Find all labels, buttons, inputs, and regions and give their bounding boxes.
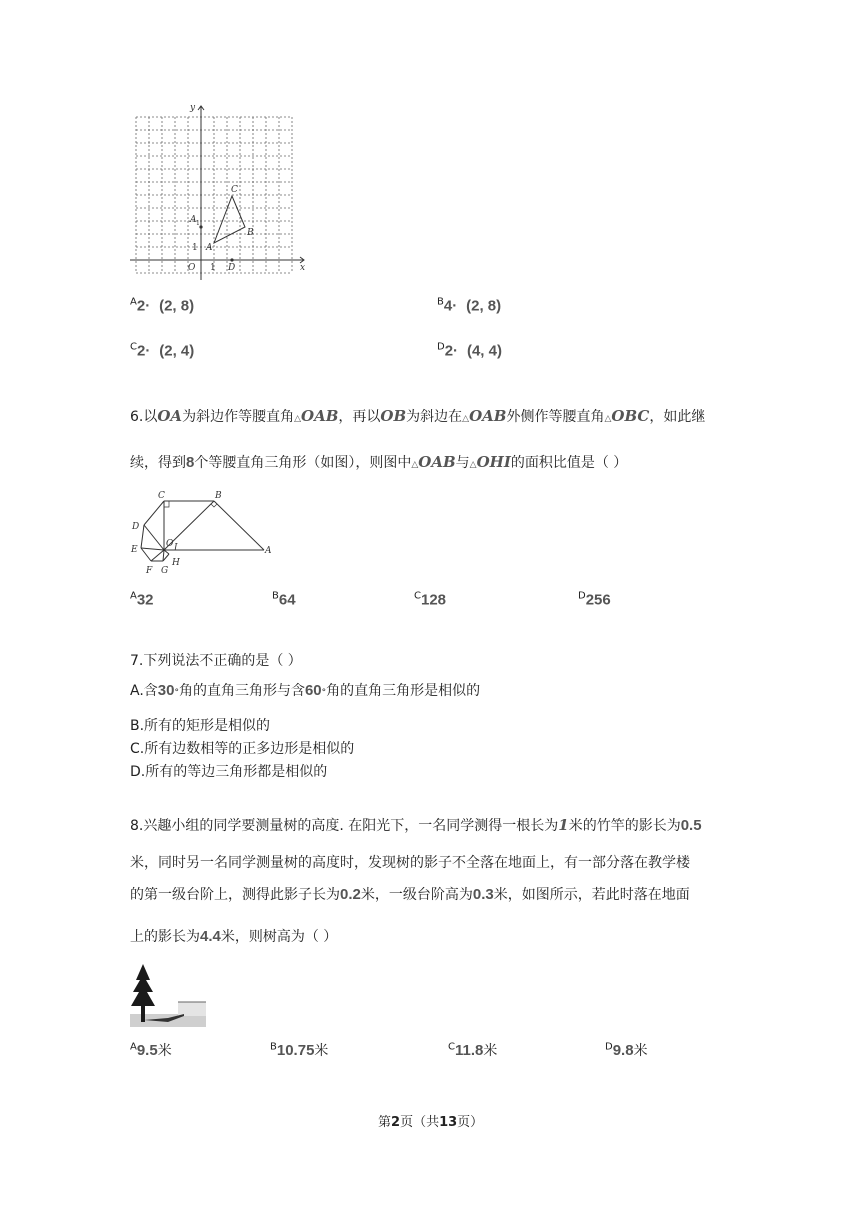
option-value: 9.8 [612, 1042, 634, 1059]
label-H: H [172, 558, 180, 568]
option-letter: A [130, 1041, 137, 1053]
label-A: A [206, 243, 213, 253]
option-value-1: 2 [136, 297, 146, 315]
q8-option-d[interactable] [605, 1040, 648, 1060]
option-value: 128 [420, 591, 447, 609]
label-1-x: 1 [210, 263, 216, 273]
label-C: C [158, 491, 165, 501]
option-letter: C [448, 1041, 455, 1053]
tree-shadow-figure [128, 962, 208, 1028]
q7-stem: 7.下列说法不正确的是（ ） [130, 653, 302, 669]
q6-option-b[interactable] [272, 591, 296, 608]
q8-option-a[interactable] [130, 1040, 172, 1060]
q8-option-c[interactable] [448, 1040, 497, 1060]
option-value-1: 4 [443, 297, 453, 315]
option-value: 64 [278, 591, 296, 609]
label-F: F [146, 566, 153, 576]
option-letter: B [437, 297, 444, 308]
option-value-2: (2, 8) [466, 297, 502, 315]
option-unit: 米 [483, 1043, 498, 1059]
label-D: D [228, 263, 236, 273]
option-unit: 米 [314, 1043, 329, 1059]
x-axis-label: x [300, 263, 306, 273]
triangles-figure [128, 488, 280, 578]
q6-option-c[interactable] [414, 591, 446, 608]
option-letter: A [130, 297, 137, 308]
option-unit: 米 [633, 1043, 648, 1059]
q7-option-d[interactable]: D.所有的等边三角形都是相似的 [130, 764, 328, 780]
label-D: D [132, 522, 140, 532]
option-value: 256 [585, 591, 611, 609]
coordinate-grid-figure [128, 100, 312, 282]
label-O: O [166, 539, 174, 549]
option-value-2: (4, 4) [466, 342, 502, 360]
label-E: E [131, 545, 138, 555]
label-G: G [161, 566, 169, 576]
q8-option-b[interactable] [270, 1040, 328, 1060]
q5-option-d[interactable]: $^D$2· (4, 4) [437, 342, 502, 360]
label-A: A [265, 546, 272, 556]
option-value-2: (2, 4) [159, 342, 195, 360]
option-unit: 米 [157, 1043, 172, 1059]
q5-option-b[interactable]: $^B$4· (2, 8) [437, 297, 502, 315]
q7-option-c[interactable]: C.所有边数相等的正多边形是相似的 [130, 741, 355, 757]
label-B: B [215, 491, 222, 501]
option-value: 9.5 [136, 1042, 158, 1059]
option-letter: C [130, 342, 137, 353]
option-value-1: 2 [444, 342, 454, 360]
q6-stem-line-2: 续，得到8个等腰直角三角形（如图），则图中△OAB与△OHI的面积比值是（ ） [130, 453, 628, 471]
option-value-1: 2 [136, 342, 146, 360]
q6-stem-line-1: 6.以OA为斜边作等腰直角△OAB，再以OB为斜边在△OAB外侧作等腰直角△OBC，如此继 [130, 407, 706, 425]
label-B: B [247, 228, 254, 238]
option-letter: B [272, 591, 279, 602]
option-letter: C [414, 591, 421, 602]
q8-stem-line-3: 的第一级台阶上，测得此影子长为0.2米，一级台阶高为0.3米，如图所示，若此时落在地面 [130, 886, 690, 903]
label-I: I [174, 543, 178, 553]
page-footer: 第2页（共13页） [378, 1115, 484, 1130]
q6-option-d[interactable] [578, 591, 611, 608]
option-letter: D [578, 591, 586, 602]
q7-option-b[interactable]: B.所有的矩形是相似的 [130, 718, 271, 734]
option-letter: D [605, 1041, 613, 1053]
q8-stem-line-2: 米，同时另一名同学测量树的高度时，发现树的影子不全落在地面上，有一部分落在教学楼 [130, 855, 690, 871]
y-axis-label: y [190, 103, 196, 113]
q5-option-a[interactable]: $^A$2· (2, 8) [130, 297, 195, 315]
label-1-y: 1 [192, 243, 198, 253]
q7-option-a[interactable]: A.含30°角的直角三角形与含60°角的直角三角形是相似的 [130, 682, 481, 699]
option-letter: B [270, 1041, 277, 1053]
label-A1-sub: 1 [196, 220, 200, 227]
option-value: 32 [136, 591, 154, 609]
option-letter: D [437, 342, 445, 353]
label-A1: A [190, 215, 197, 225]
label-C: C [231, 185, 238, 195]
label-O: O [188, 263, 196, 273]
page-number: 2 [391, 1115, 401, 1130]
option-value: 11.8 [454, 1042, 484, 1059]
q8-stem-line-4: 上的影长为4.4米，则树高为（ ） [130, 928, 338, 945]
option-value-2: (2, 8) [159, 297, 195, 315]
page-total: 13 [439, 1115, 458, 1130]
q8-stem-line-1: 8.兴趣小组的同学要测量树的高度. 在阳光下，一名同学测得一根长为1米的竹竿的影长为0.5 [130, 816, 702, 834]
q6-option-a[interactable] [130, 591, 154, 608]
q5-option-c[interactable]: $^C$2· (2, 4) [130, 342, 195, 360]
option-value: 10.75 [276, 1042, 315, 1059]
option-letter: A [130, 591, 137, 602]
